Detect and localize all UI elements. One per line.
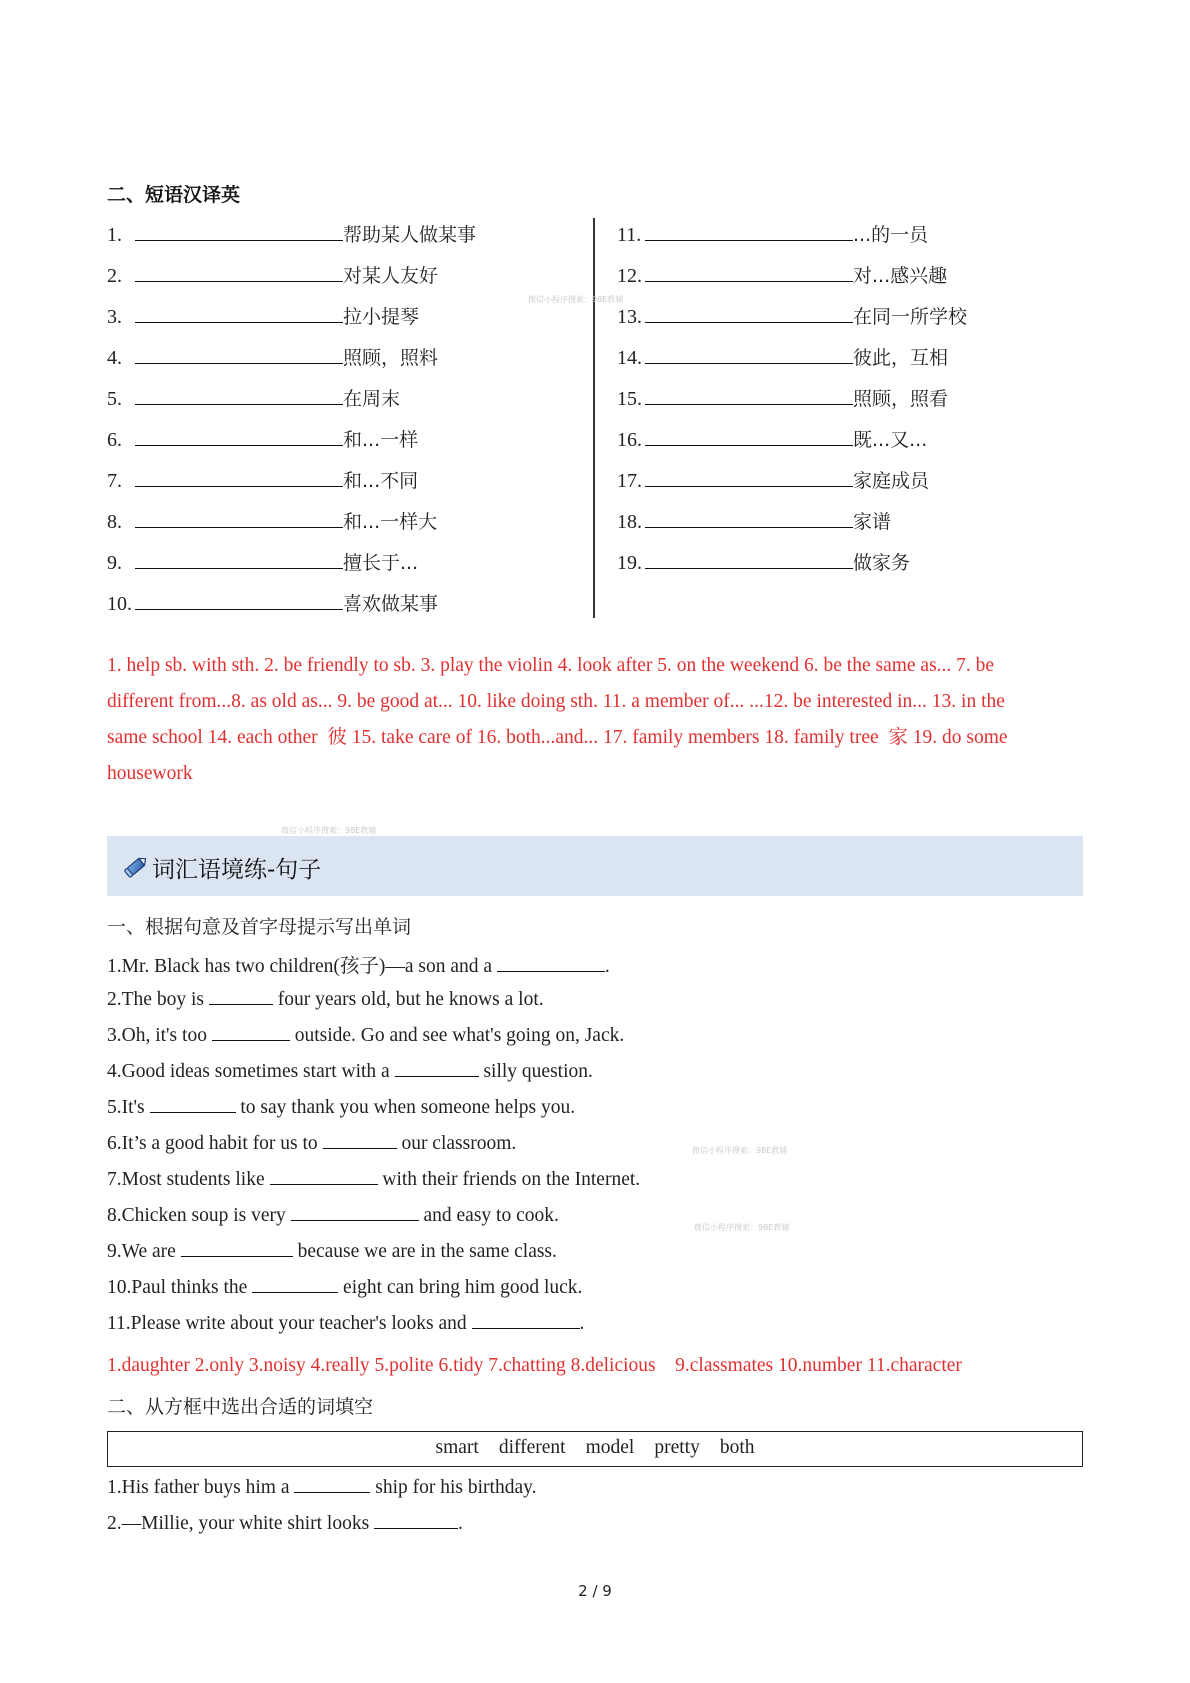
phrase-row xyxy=(107,425,418,452)
answer-blank[interactable] xyxy=(135,345,343,364)
section-title: 二、短语汉译英 xyxy=(107,184,241,206)
phrase-number: 8. xyxy=(107,511,122,533)
answer-blank[interactable] xyxy=(212,1022,290,1041)
phrase-number: 15. xyxy=(617,388,642,410)
answer-blank[interactable] xyxy=(497,953,605,972)
sentence-row xyxy=(107,1238,557,1263)
sentence-text: 7.Most students like xyxy=(107,1169,270,1190)
sentence-row xyxy=(107,1474,536,1499)
phrase-row xyxy=(107,302,419,329)
phrase-chinese: 既...又... xyxy=(853,429,928,451)
answer-line: different from...8. as old as... 9. be good at... 10. like doing sth. 11. a member of... ...12. be interested in... 13. in the xyxy=(107,691,1005,712)
answer-blank[interactable] xyxy=(135,509,343,528)
sentence-text: 5.It's xyxy=(107,1097,150,1118)
answer-blank[interactable] xyxy=(135,468,343,487)
phrase-number: 17. xyxy=(617,470,642,492)
phrase-number: 7. xyxy=(107,470,122,492)
page-number: 2 / 9 xyxy=(578,1582,612,1600)
sentence-text: 10.Paul thinks the xyxy=(107,1277,253,1298)
word-option: pretty xyxy=(654,1437,700,1458)
phrase-row xyxy=(107,261,438,288)
phrase-row xyxy=(617,548,910,575)
sentence-text: with their friends on the Internet. xyxy=(377,1169,641,1190)
answer-blank[interactable] xyxy=(252,1274,338,1293)
answer-blank[interactable] xyxy=(374,1510,458,1529)
answer-blank[interactable] xyxy=(181,1238,293,1257)
sentence-text: and easy to cook. xyxy=(418,1205,559,1226)
answer-blank[interactable] xyxy=(135,427,343,446)
phrase-number: 14. xyxy=(617,347,642,369)
sentence-text: 2.The boy is xyxy=(107,989,209,1010)
phrase-row xyxy=(107,548,418,575)
answer-line: same school 14. each other 彼 15. take care of 16. both...and... 17. family members 18. family tree 家 19. do some xyxy=(107,727,1008,748)
answer-blank[interactable] xyxy=(645,550,853,569)
answer-blank[interactable] xyxy=(135,304,343,323)
phrase-number: 5. xyxy=(107,388,122,410)
sentence-row xyxy=(107,1094,575,1119)
answer-blank[interactable] xyxy=(150,1094,236,1113)
sentence-row xyxy=(107,1202,559,1227)
answer-blank[interactable] xyxy=(645,304,853,323)
part1-answers: 1.daughter 2.only 3.noisy 4.really 5.polite 6.tidy 7.chatting 8.delicious 9.classmates 10.number 11.character xyxy=(107,1355,962,1376)
answer-blank[interactable] xyxy=(294,1474,370,1493)
answer-blank[interactable] xyxy=(645,427,853,446)
watermark: 微信小程序搜索：98E教辅 xyxy=(692,1146,788,1155)
phrase-row xyxy=(617,384,948,411)
answer-blank[interactable] xyxy=(291,1202,419,1221)
phrase-number: 10. xyxy=(107,593,132,615)
phrase-row xyxy=(617,302,967,329)
phrase-row xyxy=(107,589,438,616)
sentence-text: 1.His father buys him a xyxy=(107,1477,295,1498)
phrase-chinese: 做家务 xyxy=(853,552,911,574)
part2-title: 二、从方框中选出合适的词填空 xyxy=(107,1396,374,1418)
phrase-row xyxy=(107,384,400,411)
watermark: 微信小程序搜索：98E教辅 xyxy=(694,1223,790,1232)
phrase-number: 6. xyxy=(107,429,122,451)
sentence-text: silly question. xyxy=(478,1061,593,1082)
sentence-text: 4.Good ideas sometimes start with a xyxy=(107,1061,395,1082)
sentence-row xyxy=(107,1022,624,1047)
answer-blank[interactable] xyxy=(135,222,343,241)
phrase-number: 1. xyxy=(107,224,122,246)
sentence-text: outside. Go and see what's going on, Jack. xyxy=(289,1025,625,1046)
sentence-text: . xyxy=(458,1513,463,1534)
sentence-text: 9.We are xyxy=(107,1241,181,1262)
sentence-text: eight can bring him good luck. xyxy=(338,1277,583,1298)
phrase-number: 9. xyxy=(107,552,122,574)
sentence-text: to say thank you when someone helps you. xyxy=(235,1097,576,1118)
sentence-text: . xyxy=(579,1313,585,1334)
phrase-chinese: 在周末 xyxy=(343,388,401,410)
sentence-text: 8.Chicken soup is very xyxy=(107,1205,291,1226)
word-option: model xyxy=(585,1437,635,1458)
phrase-chinese: 照顾，照看 xyxy=(853,388,949,410)
phrase-chinese: 和...一样大 xyxy=(343,511,438,533)
phrase-number: 2. xyxy=(107,265,122,287)
word-box xyxy=(107,1431,1083,1467)
answer-blank[interactable] xyxy=(135,591,343,610)
phrase-chinese: 帮助某人做某事 xyxy=(343,224,477,246)
answer-blank[interactable] xyxy=(135,550,343,569)
phrase-row xyxy=(617,343,948,370)
phrase-number: 16. xyxy=(617,429,642,451)
phrase-chinese: 擅长于... xyxy=(343,552,419,574)
phrase-row xyxy=(617,507,891,534)
sentence-row xyxy=(107,986,544,1011)
phrase-row xyxy=(617,466,929,493)
phrase-row xyxy=(617,261,947,288)
phrase-chinese: ...的一员 xyxy=(853,224,929,246)
sentence-text: 11.Please write about your teacher's looks and xyxy=(107,1313,472,1334)
phrase-chinese: 和...一样 xyxy=(343,429,419,451)
phrase-number: 3. xyxy=(107,306,122,328)
answer-line: 1. help sb. with sth. 2. be friendly to sb. 3. play the violin 4. look after 5. on the weekend 6. be the same as... 7. be xyxy=(107,655,995,676)
sentence-row xyxy=(107,950,610,978)
answer-blank[interactable] xyxy=(472,1310,580,1329)
answer-blank[interactable] xyxy=(270,1166,378,1185)
phrase-chinese: 拉小提琴 xyxy=(343,306,420,328)
column-divider xyxy=(593,218,595,618)
answer-blank[interactable] xyxy=(645,509,853,528)
watermark: 微信小程序搜索：98E教辅 xyxy=(281,826,377,835)
answer-blank[interactable] xyxy=(645,263,853,282)
answer-blank[interactable] xyxy=(135,386,343,405)
phrase-chinese: 对...感兴趣 xyxy=(853,265,948,287)
phrase-chinese: 喜欢做某事 xyxy=(343,593,439,615)
sentence-text: our classroom. xyxy=(396,1133,517,1154)
answer-blank[interactable] xyxy=(645,468,853,487)
phrase-number: 12. xyxy=(617,265,642,287)
answer-blank[interactable] xyxy=(395,1058,479,1077)
answer-blank[interactable] xyxy=(645,386,853,405)
phrase-row xyxy=(617,425,927,452)
sentence-text: 2.—Millie, your white shirt looks xyxy=(107,1513,375,1534)
band-title: 词汇语境练-句子 xyxy=(152,857,322,883)
sentence-text: ship for his birthday. xyxy=(370,1477,537,1498)
sentence-text: . xyxy=(604,956,610,977)
phrase-row xyxy=(107,343,438,370)
answer-blank[interactable] xyxy=(135,263,343,282)
sentence-text: 6.It’s a good habit for us to xyxy=(107,1133,323,1154)
sentence-row xyxy=(107,1058,593,1083)
sentence-row xyxy=(107,1510,463,1535)
word-option: both xyxy=(719,1437,755,1458)
phrase-chinese: 彼此，互相 xyxy=(853,347,949,369)
phrase-chinese: 和...不同 xyxy=(343,470,419,492)
phrase-number: 4. xyxy=(107,347,122,369)
sentence-text: four years old, but he knows a lot. xyxy=(272,989,544,1010)
phrase-chinese: 照顾，照料 xyxy=(343,347,439,369)
phrase-number: 13. xyxy=(617,306,642,328)
phrase-chinese: 家谱 xyxy=(853,511,892,533)
word-option: smart xyxy=(435,1437,479,1458)
answer-blank[interactable] xyxy=(645,222,853,241)
sentence-row xyxy=(107,1274,582,1299)
answer-blank[interactable] xyxy=(209,986,273,1005)
pencil-icon xyxy=(122,852,150,880)
phrase-number: 18. xyxy=(617,511,642,533)
watermark: 微信小程序搜索：98E教辅 xyxy=(528,295,624,304)
phrase-chinese: 家庭成员 xyxy=(853,470,930,492)
phrase-row xyxy=(107,507,437,534)
phrase-row xyxy=(617,220,928,247)
sentence-row xyxy=(107,1166,640,1191)
phrase-number: 11. xyxy=(617,224,642,246)
word-option: different xyxy=(498,1437,566,1458)
phrase-row xyxy=(107,220,476,247)
sentence-row xyxy=(107,1130,516,1155)
phrase-number: 19. xyxy=(617,552,642,574)
sentence-text: 1.Mr. Black has two children(孩子)—a son and a xyxy=(107,956,497,977)
phrase-chinese: 对某人友好 xyxy=(343,265,439,287)
answer-line: housework xyxy=(107,763,193,784)
phrase-row xyxy=(107,466,418,493)
sentence-text: 3.Oh, it's too xyxy=(107,1025,212,1046)
sentence-row xyxy=(107,1310,584,1335)
phrase-chinese: 在同一所学校 xyxy=(853,306,968,328)
sentence-text: because we are in the same class. xyxy=(292,1241,557,1262)
answer-blank[interactable] xyxy=(323,1130,397,1149)
answer-blank[interactable] xyxy=(645,345,853,364)
part1-title: 一、根据句意及首字母提示写出单词 xyxy=(107,916,412,938)
